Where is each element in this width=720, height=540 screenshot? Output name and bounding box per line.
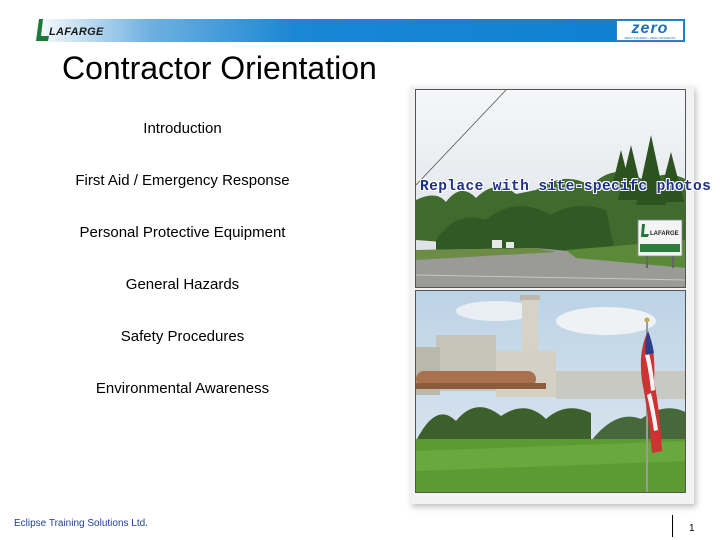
zero-logo-text: zero bbox=[631, 20, 669, 37]
zero-logo-tagline: ZERO INJURIES • ZERO INCIDENTS bbox=[624, 36, 676, 40]
agenda-item: General Hazards bbox=[125, 276, 240, 293]
footer-company: Eclipse Training Solutions Ltd. bbox=[14, 518, 148, 529]
page-number: 1 bbox=[689, 523, 695, 534]
zero-logo bbox=[616, 20, 684, 41]
footer-divider bbox=[672, 515, 673, 537]
slide-title: Contractor Orientation bbox=[62, 50, 377, 86]
lafarge-logo-text: LAFARGE bbox=[49, 26, 104, 38]
agenda-item: Safety Procedures bbox=[120, 328, 245, 345]
sign-text: LAFARGE bbox=[650, 231, 679, 237]
agenda-item: Environmental Awareness bbox=[95, 380, 270, 397]
lafarge-logo bbox=[36, 18, 104, 42]
agenda-item: Personal Protective Equipment bbox=[79, 224, 286, 241]
photo-collage bbox=[410, 86, 712, 504]
agenda-item: First Aid / Emergency Response bbox=[75, 172, 290, 189]
photo-placeholder-text: Replace with site-specifc photos bbox=[420, 179, 712, 195]
agenda-item: Introduction bbox=[143, 120, 222, 137]
cement-plant-photo bbox=[415, 290, 686, 493]
agenda-list bbox=[40, 118, 325, 430]
header-bar bbox=[33, 19, 685, 42]
lafarge-logo-mark bbox=[36, 19, 50, 41]
